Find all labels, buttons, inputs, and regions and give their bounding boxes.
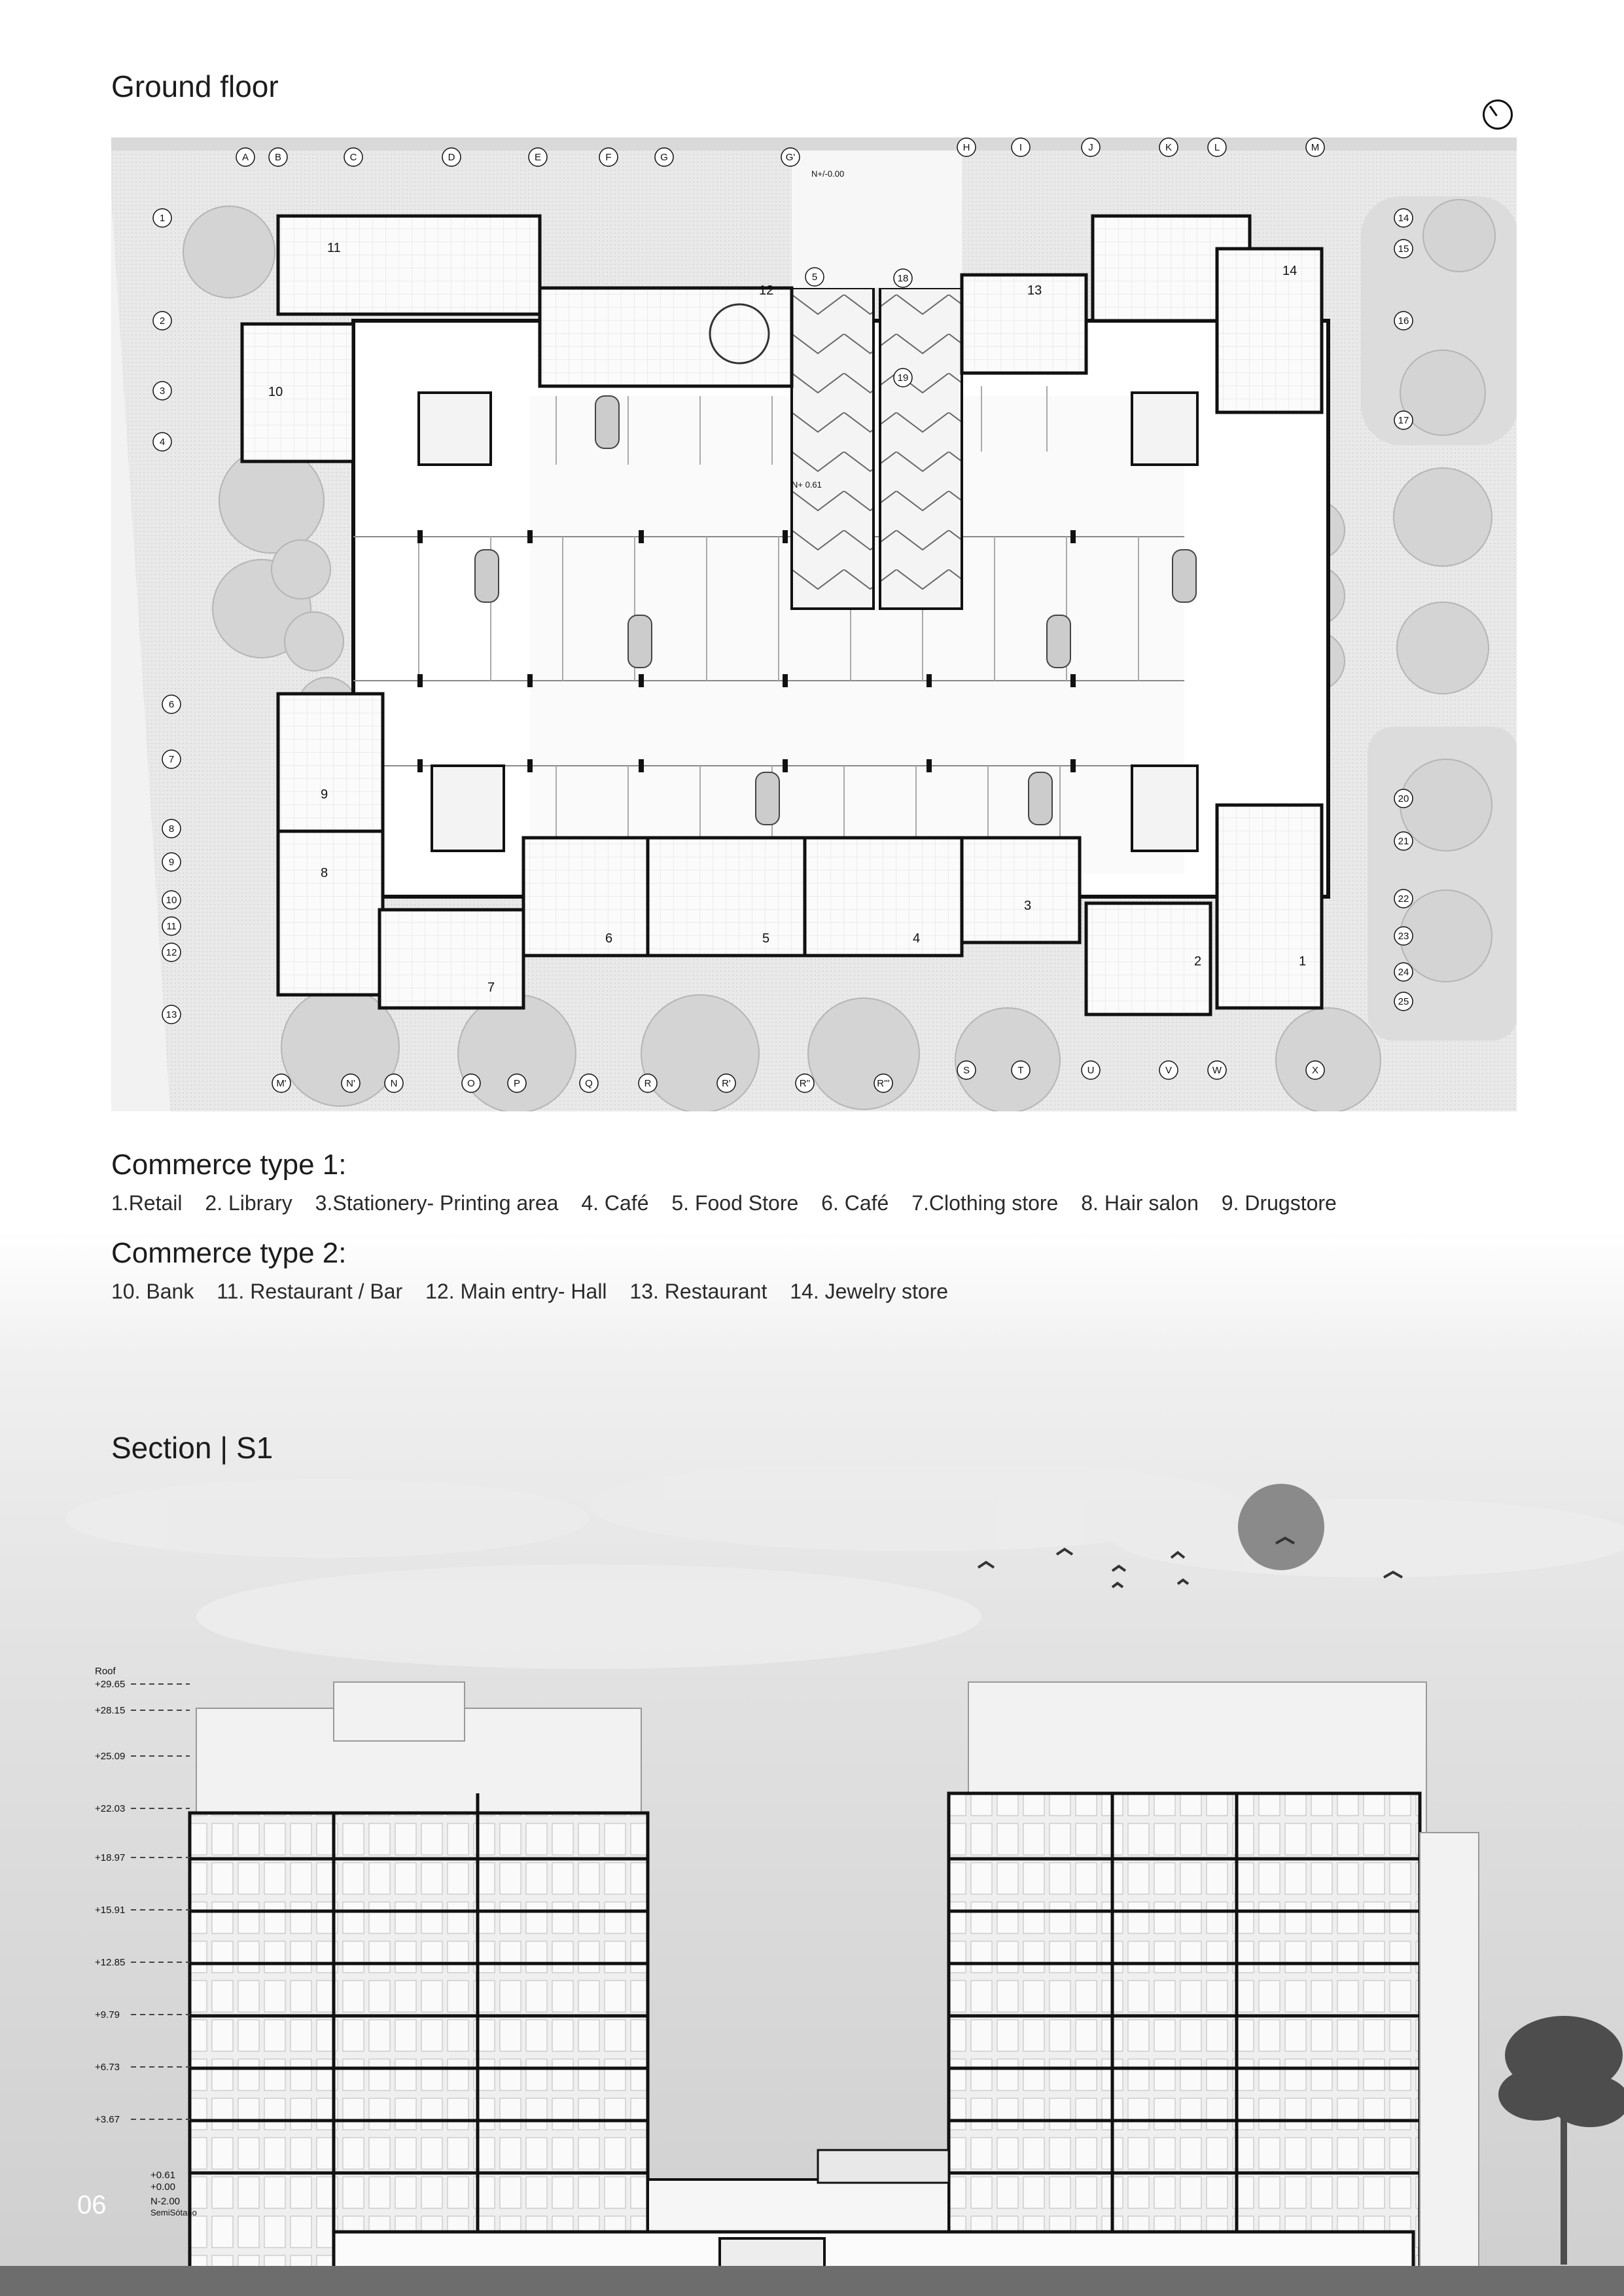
svg-text:+0.00: +0.00 bbox=[150, 2181, 175, 2193]
north-arrow-icon bbox=[1483, 99, 1513, 130]
svg-text:J: J bbox=[1088, 142, 1093, 153]
svg-text:R: R bbox=[644, 1078, 652, 1089]
svg-text:24: 24 bbox=[1398, 967, 1409, 978]
page-number: 06 bbox=[77, 2191, 107, 2219]
legend-item: 12. Main entry- Hall bbox=[425, 1280, 607, 1303]
legend-item: 7.Clothing store bbox=[911, 1191, 1059, 1215]
svg-text:4: 4 bbox=[159, 437, 166, 448]
svg-text:+28.15: +28.15 bbox=[95, 1705, 126, 1716]
tree-icon bbox=[1498, 2016, 1624, 2265]
ground-floor-plan bbox=[111, 137, 1517, 1111]
svg-text:14: 14 bbox=[1282, 264, 1297, 278]
svg-text:15: 15 bbox=[1398, 243, 1409, 255]
svg-text:P: P bbox=[513, 1078, 521, 1089]
svg-text:+25.09: +25.09 bbox=[95, 1751, 126, 1762]
svg-text:6: 6 bbox=[168, 699, 175, 710]
legend-item: 11. Restaurant / Bar bbox=[217, 1280, 403, 1303]
svg-text:5: 5 bbox=[762, 931, 770, 946]
svg-text:+22.03: +22.03 bbox=[95, 1803, 126, 1814]
legend-item: 10. Bank bbox=[111, 1280, 194, 1303]
unit-label-11: 11 bbox=[327, 241, 341, 255]
svg-text:N-2.00: N-2.00 bbox=[150, 2196, 181, 2207]
svg-text:6: 6 bbox=[605, 931, 613, 946]
svg-text:3: 3 bbox=[159, 386, 166, 397]
svg-text:U: U bbox=[1087, 1065, 1095, 1076]
svg-text:L: L bbox=[1214, 142, 1220, 153]
svg-text:O: O bbox=[467, 1078, 475, 1089]
svg-text:9: 9 bbox=[168, 857, 175, 868]
svg-text:14: 14 bbox=[1398, 213, 1409, 224]
svg-text:G: G bbox=[660, 152, 668, 163]
svg-text:3: 3 bbox=[1024, 899, 1032, 913]
svg-text:20: 20 bbox=[1398, 793, 1409, 804]
svg-text:N+/-0.00: N+/-0.00 bbox=[811, 169, 845, 179]
legend-item: 2. Library bbox=[205, 1191, 292, 1215]
legend-heading-type2: Commerce type 2: bbox=[111, 1237, 347, 1269]
svg-text:R'': R'' bbox=[799, 1078, 811, 1089]
svg-text:E: E bbox=[534, 152, 542, 163]
svg-text:8: 8 bbox=[168, 823, 175, 834]
svg-text:2: 2 bbox=[159, 315, 166, 327]
svg-text:7: 7 bbox=[487, 980, 495, 995]
svg-text:12: 12 bbox=[166, 947, 177, 958]
legend-item: 13. Restaurant bbox=[629, 1280, 768, 1303]
section-s1-drawing bbox=[0, 1466, 1624, 2296]
svg-text:+9.79: +9.79 bbox=[95, 2009, 120, 2020]
sun-icon bbox=[1238, 1484, 1324, 1570]
legend-list-type2 bbox=[111, 1280, 965, 1304]
svg-text:+0.61: +0.61 bbox=[150, 2170, 175, 2181]
svg-text:10: 10 bbox=[268, 385, 283, 399]
svg-text:2: 2 bbox=[1194, 954, 1202, 969]
svg-text:13: 13 bbox=[166, 1009, 177, 1020]
legend-item: 1.Retail bbox=[111, 1191, 183, 1215]
svg-text:V: V bbox=[1165, 1065, 1173, 1076]
legend-item: 9. Drugstore bbox=[1221, 1191, 1337, 1215]
svg-text:18: 18 bbox=[897, 273, 909, 284]
svg-text:M: M bbox=[1311, 142, 1320, 153]
svg-text:17: 17 bbox=[1398, 415, 1409, 426]
svg-text:R': R' bbox=[722, 1078, 731, 1089]
svg-text:A: A bbox=[241, 152, 249, 163]
svg-text:S: S bbox=[962, 1065, 970, 1076]
legend-item: 5. Food Store bbox=[671, 1191, 799, 1215]
svg-text:N': N' bbox=[346, 1078, 355, 1089]
legend-item: 6. Café bbox=[821, 1191, 889, 1215]
svg-text:B: B bbox=[274, 152, 282, 163]
svg-text:1: 1 bbox=[1299, 954, 1307, 969]
svg-text:7: 7 bbox=[168, 754, 175, 765]
svg-text:1: 1 bbox=[159, 213, 166, 224]
legend-item: 4. Café bbox=[581, 1191, 649, 1215]
svg-text:+15.91: +15.91 bbox=[95, 1905, 126, 1916]
svg-text:T: T bbox=[1017, 1065, 1024, 1076]
svg-text:G': G' bbox=[785, 152, 796, 163]
svg-text:5: 5 bbox=[811, 272, 818, 283]
svg-text:D: D bbox=[448, 152, 455, 163]
legend-item: 14. Jewelry store bbox=[790, 1280, 949, 1303]
svg-text:C: C bbox=[349, 152, 357, 163]
svg-text:+3.67: +3.67 bbox=[95, 2114, 120, 2125]
svg-text:+29.65: +29.65 bbox=[95, 1679, 126, 1690]
roof-label: Roof bbox=[95, 1666, 116, 1677]
svg-text:12: 12 bbox=[759, 283, 774, 298]
svg-text:10: 10 bbox=[166, 895, 177, 906]
legend-list-type1 bbox=[111, 1191, 1354, 1215]
section-title: Section | S1 bbox=[111, 1431, 274, 1465]
svg-text:SemiSótano: SemiSótano bbox=[150, 2208, 197, 2217]
svg-text:F: F bbox=[605, 152, 612, 163]
legend-item: 8. Hair salon bbox=[1081, 1191, 1199, 1215]
svg-text:H: H bbox=[962, 142, 970, 153]
svg-text:M': M' bbox=[276, 1078, 287, 1089]
svg-text:X: X bbox=[1311, 1065, 1319, 1076]
svg-text:22: 22 bbox=[1398, 893, 1409, 905]
svg-text:13: 13 bbox=[1027, 283, 1042, 298]
svg-text:+12.85: +12.85 bbox=[95, 1957, 126, 1968]
svg-text:K: K bbox=[1165, 142, 1173, 153]
svg-text:19: 19 bbox=[897, 372, 909, 384]
svg-text:21: 21 bbox=[1398, 836, 1409, 847]
svg-text:11: 11 bbox=[166, 921, 177, 932]
svg-text:16: 16 bbox=[1398, 315, 1409, 327]
svg-text:R''': R''' bbox=[877, 1078, 890, 1089]
svg-text:Q: Q bbox=[585, 1078, 593, 1089]
svg-text:4: 4 bbox=[913, 931, 921, 946]
legend-item: 3.Stationery- Printing area bbox=[315, 1191, 559, 1215]
svg-text:8: 8 bbox=[321, 866, 328, 880]
legend-heading-type1: Commerce type 1: bbox=[111, 1149, 347, 1181]
svg-text:+6.73: +6.73 bbox=[95, 2062, 120, 2073]
plan-title: Ground floor bbox=[111, 69, 279, 103]
svg-text:N+ 0.61: N+ 0.61 bbox=[792, 480, 822, 490]
svg-text:I: I bbox=[1019, 142, 1023, 153]
svg-text:+18.97: +18.97 bbox=[95, 1852, 126, 1863]
svg-text:N: N bbox=[390, 1078, 398, 1089]
svg-text:W: W bbox=[1212, 1065, 1222, 1076]
svg-text:9: 9 bbox=[321, 787, 328, 802]
svg-text:25: 25 bbox=[1398, 996, 1409, 1007]
svg-text:23: 23 bbox=[1398, 931, 1409, 942]
